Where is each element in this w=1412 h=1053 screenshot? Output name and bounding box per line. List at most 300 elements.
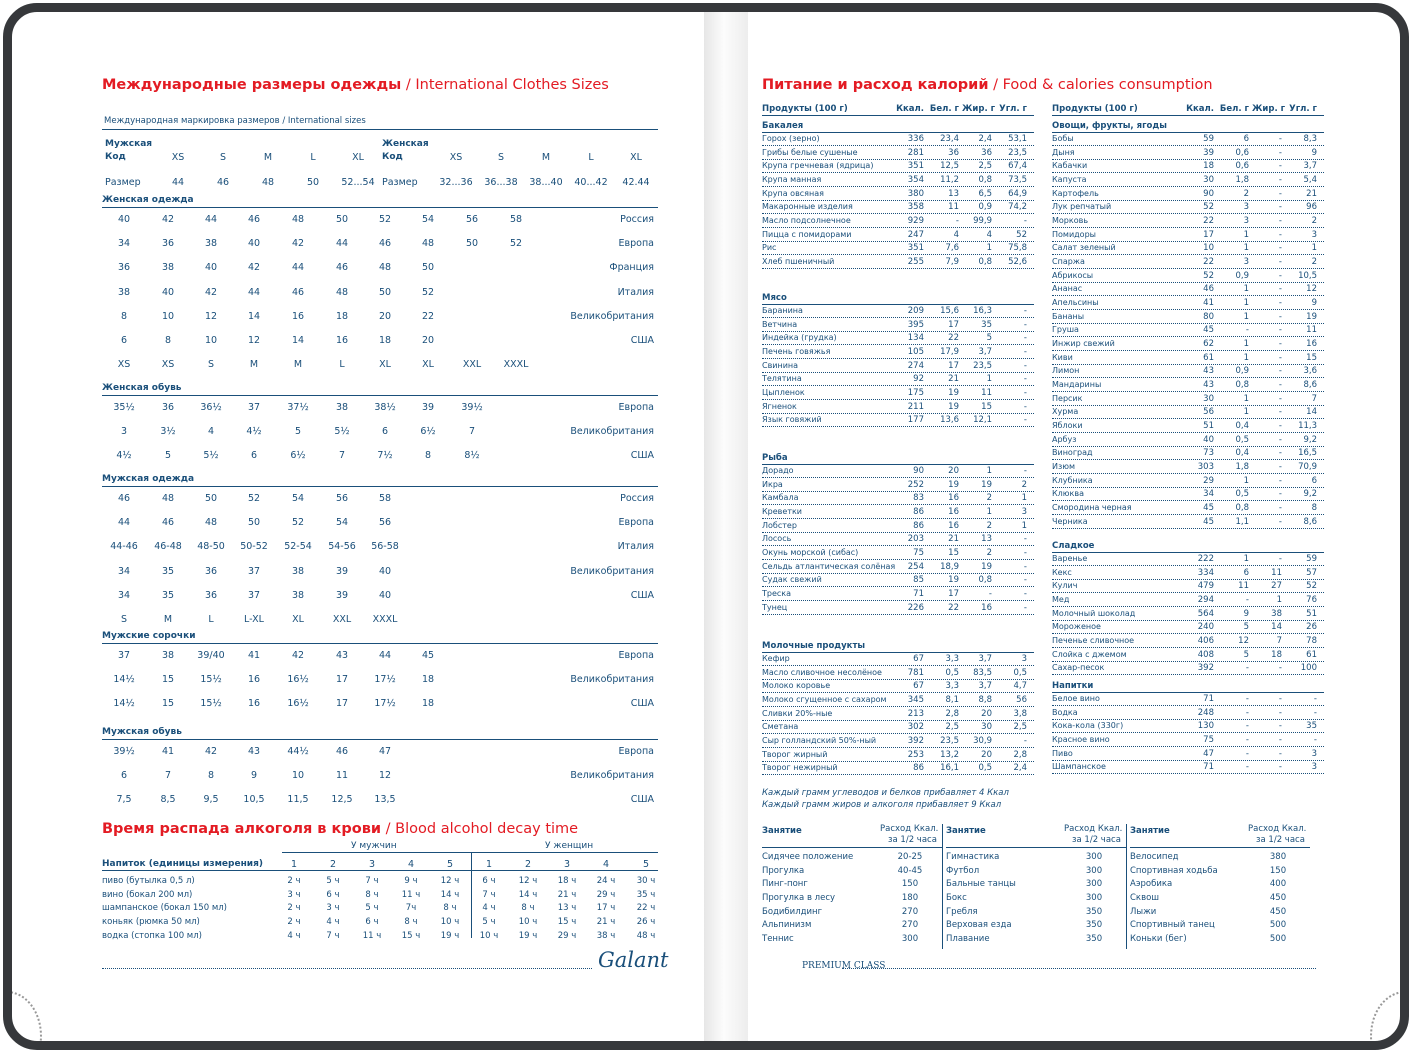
food-value: 6 [1311,475,1317,486]
row-divider [1052,186,1324,187]
activity-name: Бодибилдинг [762,906,823,917]
food-value: 19 [948,479,959,490]
food-value: 2,4 [1013,763,1027,774]
food-value: 1 [986,507,992,517]
food-name: Сливки 20%-ные [762,708,833,718]
food-value: 19 [1306,311,1317,322]
row-divider [1052,528,1324,529]
food-value: 1,1 [1235,516,1249,527]
decay-value: 11 ч [401,889,421,900]
row-divider [762,227,1034,228]
food-value: - [1245,663,1249,674]
row-divider [762,747,1034,748]
activity-name: Велосипед [1130,852,1179,862]
rate-header-2: за 1/2 часа [1072,835,1121,845]
food-value: 302 [907,722,924,733]
food-value: 0,5 [945,667,959,678]
row-divider [762,774,1034,775]
row-divider [762,545,1034,546]
food-value: 16 [948,507,959,517]
food-value: 1 [1311,243,1317,254]
food-name: Сметана [762,722,799,732]
size-cell: 14 [247,310,261,322]
food-value: 1,8 [1235,175,1249,185]
notebook-spread [3,3,1409,1050]
country-label: США [630,698,654,710]
size-cell: 8 [207,770,215,782]
food-value: 294 [1197,595,1214,605]
food-value: 2 [986,520,992,531]
size-cell: 7 [164,770,172,782]
food-name: Мандарины [1052,380,1102,390]
size-cell: 50-52 [240,541,268,553]
food-value: 3 [1311,748,1317,759]
food-name: Цыпленок [762,388,805,398]
row-divider [1052,746,1324,747]
size-cell: 44 [335,238,349,250]
food-value: 85 [913,575,924,586]
row-divider [1052,377,1324,378]
row-divider [762,159,1034,160]
food-name: Кекс [1052,567,1072,577]
header-2: Бел. г [929,104,959,114]
row-divider [1052,487,1324,488]
unit-header: 3 [368,859,376,870]
food-value: 16 [1306,339,1317,350]
food-name: Варенье [1052,554,1088,563]
galant-logo: Galant [598,948,669,972]
row-divider [1052,200,1324,201]
food-value: - [1023,347,1027,357]
size-cell: 16½ [287,674,309,686]
food-value: 11 [1238,581,1249,592]
food-value: 45 [1203,325,1214,336]
size-cell: 38 [204,238,218,250]
food-value: 10,5 [1298,270,1317,281]
row-divider [762,518,1034,519]
food-title: Питание и расход калорий / Food & calories consumption [762,77,1213,93]
food-value: 19 [948,388,959,399]
decay-value: 7 ч [365,876,379,886]
activity-kcal: 500 [1269,920,1287,931]
size-cell: 34 [117,565,131,577]
food-value: 336 [907,134,924,144]
row-divider [762,614,1034,615]
food-value: 6 [1243,567,1249,578]
size-cell: 56 [378,517,392,529]
food-value: - [1278,175,1282,185]
food-name: Салат зеленый [1052,243,1116,253]
footer-line [102,968,592,969]
size-cell: 14½ [113,698,135,710]
food-value: 1 [1243,352,1249,363]
row-divider [1052,579,1324,580]
row-divider [1052,606,1324,607]
row-divider [762,145,1034,146]
size-cell: 43 [247,746,261,757]
food-value: 8,6 [1303,380,1317,391]
food-value: 19 [948,575,959,586]
food-value: 9 [1243,608,1249,619]
food-value: 76 [1306,595,1317,605]
row-divider [1052,145,1324,146]
activity-kcal: 350 [1085,920,1103,931]
row-divider [1052,323,1324,324]
food-value: 71 [1203,762,1214,773]
row-divider [762,413,1034,414]
country-label: Великобритания [570,674,654,686]
note-carbs: Каждый грамм углеводов и белков прибавляет 4 Ккал [762,788,1009,798]
food-value: 100 [1300,663,1317,674]
header-1: Ккал. [896,104,924,114]
size-cell: 6 [120,770,128,782]
size-cell: 40 [378,589,392,601]
row-divider [1052,282,1324,283]
food-value: 52 [1203,202,1214,213]
size-cell: 38 [117,286,131,298]
women-size: 36...38 [484,177,518,188]
food-value: - [1278,284,1282,295]
row-divider [1052,732,1324,733]
size-cell: 39 [335,565,349,577]
women-size: 42.44 [622,177,650,188]
women-size: 32...36 [439,177,473,188]
food-value: 23,5 [940,736,959,747]
size-cell: 12 [247,335,261,346]
country-label: Европа [618,402,654,413]
row-divider [1052,268,1324,269]
food-value: 11 [1306,325,1317,336]
food-section-label: Бакалея [762,121,804,131]
size-cell: XXL [332,614,352,625]
men-size: 50 [306,177,320,188]
size-cell: 34 [117,589,131,601]
activity-kcal: 300 [901,934,919,945]
food-value: 67,4 [1008,161,1027,172]
food-value: 20 [981,708,992,719]
food-value: 0,8 [978,257,992,268]
decay-value: 18 ч [557,876,577,886]
food-name: Масло сливочное несолёное [762,667,882,677]
row-divider [762,477,1034,478]
row-divider [1052,760,1324,761]
food-name: Молоко сгущенное с сахаром [762,695,887,704]
food-value: 1 [1243,243,1249,254]
row-divider [762,186,1034,187]
food-value: 7,6 [945,243,959,254]
header-3: Жир. г [962,104,996,114]
food-value: 0,5 [1235,489,1249,500]
food-value: 9,2 [1303,434,1317,445]
size-cell: 42 [247,262,261,274]
size-cell: 44 [291,262,305,274]
food-value: 3 [1311,762,1317,773]
row-divider [1052,514,1324,515]
men-label: Мужская [105,139,153,149]
food-value: - [1278,489,1282,500]
men-size: 46 [216,177,230,188]
food-value: 2,4 [978,134,992,144]
section-divider [102,207,658,208]
food-value: - [1278,748,1282,759]
size-cell: 41 [247,650,261,661]
size-cell: 52-54 [284,541,312,553]
food-name: Черника [1052,516,1088,526]
activity-kcal: 300 [1085,879,1103,890]
food-name: Ананас [1052,284,1083,294]
food-value: 3 [1021,507,1027,517]
activity-kcal: 450 [1269,893,1287,903]
size-cell: 16 [291,310,305,322]
size-cell: 6½ [290,450,306,462]
size-cell: 10 [161,310,175,322]
divider [102,870,658,871]
size-cell: 44 [378,650,392,661]
food-value: - [1023,602,1027,613]
country-label: США [630,450,654,462]
food-value: - [1278,298,1282,309]
row-divider [762,358,1034,359]
size-cell: 44 [204,214,218,225]
food-name: Горох (зерно) [762,134,820,143]
food-value: 0,9 [1235,366,1249,377]
size-cell: 5½ [334,426,350,438]
header-1: Ккал. [1186,104,1214,114]
size-cell: 50 [335,214,349,225]
food-value: 23,5 [1008,147,1027,158]
activity-kcal: 150 [901,879,919,890]
decay-value: 6 ч [326,889,340,900]
size-cell: 44-46 [110,541,138,553]
size-cell: 5½ [203,450,219,462]
country-label: Франция [609,262,654,274]
food-value: 45 [1203,503,1214,514]
size-cell: 45 [421,650,435,661]
row-divider [1052,405,1324,406]
food-value: - [1278,721,1282,732]
activity-name: Спортивный танец [1130,920,1215,931]
row-divider [762,665,1034,666]
size-cell: 40 [247,238,261,250]
food-value: - [1278,229,1282,240]
food-value: 10 [1203,243,1214,254]
men-size: 52...54 [341,177,375,188]
food-value: 17,9 [940,347,959,357]
size-cell: 20 [421,335,435,346]
food-name: Язык говяжий [762,415,822,425]
food-value: 1 [1243,407,1249,418]
row-divider [762,720,1034,721]
food-name: Икра [762,479,783,489]
food-name: Бобы [1052,134,1074,143]
row-divider [1052,459,1324,460]
size-cell: 38 [291,565,305,577]
row-divider [762,692,1034,693]
size-cell: 56 [465,214,479,225]
food-value: 8 [1311,503,1317,514]
food-value: 23,4 [940,134,959,144]
food-value: 18,9 [940,561,959,572]
food-value: 35 [1306,721,1317,732]
row-divider [762,586,1034,587]
unit-header: 5 [642,859,650,870]
food-name: Капуста [1052,175,1087,184]
left-page [12,12,704,1041]
activity-kcal: 450 [1269,906,1287,917]
food-value: 0,6 [1235,147,1249,158]
food-value: - [1313,735,1317,745]
country-label: Италия [617,286,654,298]
food-value: 39 [1203,147,1214,158]
food-value: 1 [1243,298,1249,309]
alcohol-title: Время распада алкоголя в крови / Blood alcohol decay time [102,821,579,837]
food-value: 30,9 [973,736,992,747]
food-value: 86 [913,763,924,774]
size-cell: 8 [120,310,128,322]
food-value: 35 [981,319,992,330]
size-label-men: Размер [105,177,141,188]
size-cell: 44 [247,286,261,298]
unit-header: 5 [446,859,454,870]
food-value: 177 [907,415,924,426]
food-value: 1 [1021,493,1027,504]
activity-name: Плавание [946,934,990,945]
food-value: 20 [948,466,959,476]
size-cell: 15½ [200,698,222,710]
header-4: Угл. г [999,104,1027,114]
food-value: 1 [986,243,992,254]
activity-name: Верховая езда [946,920,1012,931]
size-cell: 38½ [374,402,396,413]
footer-line [842,968,1316,969]
decay-value: 6 ч [482,876,496,886]
food-section-label: Мясо [762,293,787,303]
food-value: 22 [1203,257,1214,268]
food-value: 3,7 [1303,161,1317,172]
food-name: Мед [1052,595,1070,604]
food-value: 1 [1021,520,1027,531]
size-cell: 18 [378,335,392,346]
food-value: 281 [907,147,924,158]
size-cell: L-XL [244,614,264,625]
food-value: 30 [981,722,992,733]
food-value: 18 [1203,161,1214,172]
decay-value: 19 ч [440,930,460,941]
food-name: Масло подсолнечное [762,216,851,226]
food-value: 1 [986,466,992,476]
food-value: - [1245,694,1249,704]
food-name: Клубника [1052,475,1093,485]
size-cell: 16 [247,698,261,710]
food-value: 61 [1306,649,1317,660]
row-divider [762,317,1034,318]
size-cell: 3½ [160,426,176,438]
food-value: - [1245,762,1249,773]
food-value: 16 [948,520,959,531]
food-value: 395 [907,319,924,330]
food-value: 46 [1203,284,1214,295]
country-label: Европа [618,746,654,757]
women-size: 38...40 [529,177,563,188]
food-value: 47 [1203,748,1214,759]
food-name: Морковь [1052,216,1089,226]
food-name: Судак свежий [762,575,822,585]
food-name: Дыня [1052,147,1075,157]
row-divider [1052,172,1324,173]
decay-value: 8 ч [443,903,457,914]
activity-name: Коньки (бег) [1130,934,1187,945]
section-label: Мужские сорочки [102,631,196,641]
food-value: 134 [907,333,924,344]
activity-name: Лыжи [1130,906,1157,917]
decay-value: 21 ч [596,917,616,928]
food-value: - [1313,694,1317,704]
food-value: 3 [1311,229,1317,240]
row-divider [762,504,1034,505]
activity-header: Занятие [946,826,986,836]
size-cell: 42 [291,650,305,661]
food-name: Пиво [1052,748,1073,758]
food-value: - [1023,374,1027,385]
activity-kcal: 500 [1269,934,1287,945]
food-name: Лимон [1052,366,1080,376]
food-value: - [1278,735,1282,745]
men-code: XL [352,152,364,163]
size-cell: XS [161,359,175,371]
food-value: 2,5 [1013,722,1027,733]
food-value: 3,8 [1013,708,1027,719]
size-cell: 42 [291,238,305,250]
food-value: 2 [986,493,992,504]
section-divider [102,486,658,487]
activity-name: Футбол [946,865,980,876]
activity-kcal: 350 [1085,906,1103,917]
header-2: Бел. г [1219,104,1249,114]
size-cell: 46 [247,214,261,225]
section-divider [762,132,1034,133]
food-value: 17 [1203,229,1214,240]
food-value: 2 [1311,257,1317,268]
food-value: 17 [948,360,959,371]
food-name: Лук репчатый [1052,202,1112,212]
decay-value: 21 ч [557,889,577,900]
decay-value: 7ч [405,903,417,914]
size-cell: 18 [335,310,349,322]
row-divider [762,172,1034,173]
food-value: 11,3 [1298,421,1317,432]
food-value: - [1023,561,1027,572]
row-divider [1052,254,1324,255]
size-cell: XXXL [503,359,529,371]
food-value: 67 [913,654,924,664]
activity-header: Занятие [762,826,802,836]
activity-kcal: 20-25 [897,852,923,862]
size-cell: 52 [509,238,523,250]
food-value: 71 [913,589,924,600]
code-label-men: Код [105,152,126,162]
food-value: 15,6 [940,306,959,316]
section-divider [762,464,1034,465]
food-section-label: Напитки [1052,681,1094,691]
food-value: 1 [986,374,992,385]
food-value: 38 [1271,608,1282,619]
size-cell: 36 [204,565,218,577]
size-cell: 38 [335,402,349,413]
food-value: 254 [907,561,924,572]
drink-name: коньяк (рюмка 50 мл) [102,917,200,928]
food-name: Изюм [1052,462,1076,472]
food-value: 1 [1243,284,1249,295]
